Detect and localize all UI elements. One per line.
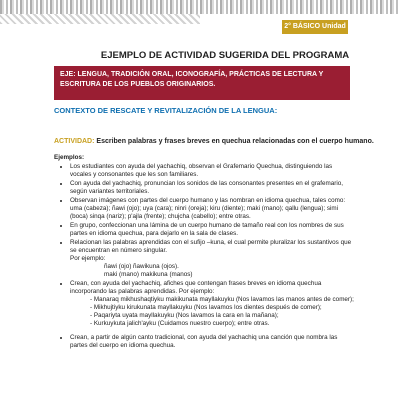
list-item: • Con ayuda del yachachiq, pronuncian los sonidos de las consonantes presentes en el grafemario, según variantes territoriales. [70,180,354,196]
activity-text: Escriben palabras y frases breves en quechua relacionadas con el cuerpo humano. [94,138,374,145]
list-item: • En grupo, confeccionan una lámina de un cuerpo humano de tamaño real con los nombres de sus partes en idioma quechua, para dejarlo en la sala de clases. [70,222,354,238]
section-title: CONTEXTO DE RESCATE Y REVITALIZACIÓN DE LA LENGUA: [54,106,278,115]
phrase-example: - Manaraq mikhushaqtiyku makikunata mayllakuyku (Nos lavamos las manos antes de comer); [90,296,354,303]
examples-heading: Ejemplos: [54,154,85,161]
plural-example: maki (mano) makikuna (manos) [104,271,193,278]
grade-badge: 2° BÁSICO Unidad 3 [282,20,348,34]
phrase-example: - Mikhujtiyku kirukunata mayllakuyku (Nos lavamos los dientes después de comer); [90,304,322,311]
list-item [70,239,354,279]
decorative-pattern [0,0,400,14]
list-item-text: • Relacionan las palabras aprendidas con el sufijo –kuna, el cual permite pluralizar los sustantivos que se encuentran en número singular. [70,239,352,254]
examples-block [54,154,354,351]
list-item: • Crean, a partir de algún canto tradicional, con ayuda del yachachiq una canción que nombra las partes del cuerpo en idioma quechua. [70,334,354,350]
activity-tag: ACTIVIDAD: [54,138,95,145]
activity-line [54,138,374,145]
eje-banner: EJE: LENGUA, TRADICIÓN ORAL, ICONOGRAFÍA, PRÁCTICAS DE LECTURA Y ESCRITURA DE LOS PUEBLOS ORIGINARIOS. [54,66,350,100]
list-item: • Los estudiantes con ayuda del yachachiq, observan el Grafemario Quechua, distinguiendo las vocales y consonantes que les son familiares. [70,163,354,179]
phrase-example: - Kurkuykuta jalich'ayku (Cuidamos nuestro cuerpo); entre otras. [90,320,270,327]
examples-list-continued [54,334,354,350]
phrase-example: - Paqariyta uyata mayllakuyku (Nos lavamos la cara en la mañana); [90,312,279,319]
list-item: • Observan imágenes con partes del cuerpo humano y las nombran en idioma quechua, tales como: uma (cabeza); ñawi (ojo); uya (cara); ninri (oreja); kiru (diente); maki (mano); qallu (lengua); simi (boca) sinqa (nariz); p'ajla (frente); chujcha (cabello); entre otras. [70,197,354,221]
decorative-pattern-lower [0,14,200,24]
list-item-text: • Crean, con ayuda del yachachiq, afiches que contengan frases breves en idioma quechua incorporando las palabras aprendidas. Por ejemplo: [70,280,322,295]
plural-example: ñawi (ojo) ñawikuna (ojos). [104,263,179,270]
example-label: Por ejemplo: [70,255,106,262]
page-title: EJEMPLO DE ACTIVIDAD SUGERIDA DEL PROGRAMA [100,50,350,61]
list-item [70,280,354,328]
examples-list [54,163,354,328]
